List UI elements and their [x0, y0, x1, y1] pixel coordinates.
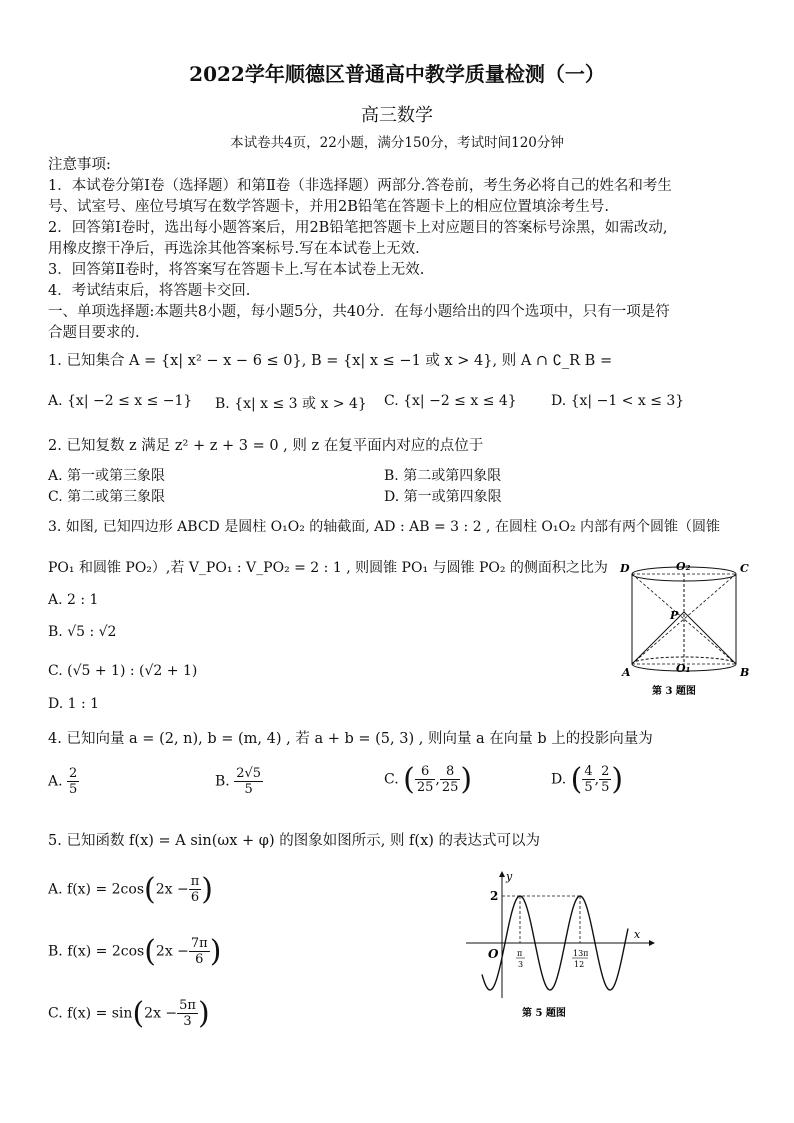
q4-c-label: C. [384, 771, 399, 788]
q4-d-d2: 5 [601, 780, 610, 795]
q5-caption: 第 5 题图 [522, 1008, 566, 1019]
q2-option-d: D. 第一或第四象限 [384, 489, 502, 505]
q3-option-c: C. (√5 + 1) : (√2 + 1) [48, 663, 198, 679]
q3-stem-2: PO₁ 和圆锥 PO₂）,若 V_PO₁ : V_PO₂ = 2 : 1 , 则圆锥 PO₁ 与圆锥 PO₂ 的侧面积之比为 [48, 560, 608, 576]
q4-stem: 4. 已知向量 a = (2, n), b = (m, 4) , 若 a + b = (5, 3) , 则向量 a 在向量 b 上的投影向量为 [48, 731, 653, 747]
exam-subject: 高三数学 [361, 105, 433, 126]
label-p: P [670, 609, 679, 622]
q5-a-pre: A. f(x) = 2cos [48, 881, 145, 898]
q4-option-d: D. ( $\frac{4}{5}$ , $\frac{2}{5}$ ) [551, 762, 624, 797]
origin-label: O [488, 947, 499, 961]
q3-option-b: B. √5 : √2 [48, 624, 117, 640]
notes-heading: 注意事项: [48, 157, 111, 173]
note-2a: 2．回答第Ⅰ卷时，选出每小题答案后，用2B铅笔把答题卡上对应题目的答案标号涂黑，如需改动, [48, 220, 668, 236]
q4-c-frac1 [415, 764, 436, 795]
q3-option-a: A. 2 : 1 [48, 592, 99, 608]
section-line-1: 一、单项选择题:本题共8小题，每小题5分，共40分．在每小题给出的四个选项中，只有一项是符 [48, 304, 670, 320]
q4-c-d1: 25 [416, 780, 434, 795]
q5-a-den: 6 [190, 890, 200, 905]
q4-a-num: 2 [69, 766, 78, 781]
section-line-2: 合题目要求的. [48, 325, 140, 341]
tick1-den: 3 [518, 960, 524, 969]
q4-d-frac1 [582, 764, 594, 795]
q4-b-den: 5 [244, 782, 253, 797]
q5-option-b: B. f(x) = 2cos(2x − $\frac{7\pi}{6}$ ) [48, 934, 222, 969]
y-axis-label: y [506, 870, 513, 883]
note-1a: 1．本试卷分第Ⅰ卷（选择题）和第Ⅱ卷（非选择题）两部分.答卷前，考生务必将自己的姓名和考生 [48, 178, 672, 194]
q5-a-fraction [189, 874, 202, 905]
q2-stem: 2. 已知复数 z 满足 z² + z + 3 = 0 , 则 z 在复平面内对应的点位于 [48, 438, 484, 454]
q5-b-inner: 2x − [155, 943, 189, 960]
max-label: 2 [490, 889, 499, 903]
q1-option-b: B. {x| x ≤ 3 或 x > 4} [215, 396, 367, 412]
q5-a-inner: 2x − [155, 881, 189, 898]
q1-stem: 1. 已知集合 A = {x| x² − x − 6 ≤ 0}, B = {x| x ≤ −1 或 x > 4}, 则 A ∩ ∁_R B = [48, 353, 613, 369]
q1-option-a: A. {x| −2 ≤ x ≤ −1} [48, 393, 193, 409]
q5-b-den: 6 [195, 952, 204, 967]
q5-b-pre: B. f(x) = 2cos [48, 943, 145, 960]
q4-d-n2: 2 [601, 764, 610, 779]
q4-b-fraction [234, 766, 263, 797]
q5-stem: 5. 已知函数 f(x) = A sin(ωx + φ) 的图象如图所示, 则 f(x) 的表达式可以为 [48, 833, 541, 849]
q5-option-c: C. f(x) = sin(2x − $\frac{5\pi}{3}$ ) [48, 996, 210, 1031]
x-axis-label: x [634, 928, 641, 941]
q5-a-num: π [190, 874, 200, 889]
q4-d-n1: 4 [584, 764, 593, 779]
q3-option-d: D. 1 : 1 [48, 696, 100, 712]
tick1-num: π [517, 949, 523, 958]
label-o1: O₁ [676, 662, 691, 675]
q4-c-n1: 6 [415, 764, 436, 780]
q4-b-label: B. [215, 773, 230, 790]
q2-option-b: B. 第二或第四象限 [384, 468, 502, 484]
q5-c-inner: 2x − [144, 1005, 178, 1022]
q4-d-d1: 5 [584, 780, 593, 795]
q5-c-den: 3 [183, 1014, 192, 1029]
note-2b: 用橡皮擦干净后，再选涂其他答案标号.写在本试卷上无效. [48, 241, 420, 257]
q5-c-pre: C. f(x) = sin [48, 1005, 133, 1022]
q4-d-frac2 [599, 764, 611, 795]
note-3: 3．回答第Ⅱ卷时，将答案写在答题卡上.写在本试卷上无效. [48, 262, 425, 278]
q4-b-num: 2√5 [236, 766, 262, 781]
q1-option-d: D. {x| −1 < x ≤ 3} [551, 393, 685, 409]
q4-option-b [215, 766, 263, 797]
exam-info: 本试卷共4页，22小题，满分150分，考试时间120分钟 [230, 135, 564, 151]
q4-a-den: 5 [69, 782, 78, 797]
tick2-den: 12 [574, 960, 585, 969]
q4-d-label: D. [551, 771, 567, 788]
q3-caption: 第 3 题图 [652, 686, 696, 697]
q4-c-d2: 25 [441, 780, 459, 795]
label-a: A [622, 666, 631, 679]
q4-c-n2: 8 [440, 764, 461, 780]
q4-a-fraction [67, 766, 79, 797]
q5-b-fraction [189, 936, 210, 967]
q4-a-label: A. [48, 773, 63, 790]
cone-edge-bp [684, 612, 736, 664]
exam-title: 2022学年顺德区普通高中教学质量检测（一） [189, 62, 605, 86]
q4-c-frac2 [440, 764, 461, 795]
q1-option-c: C. {x| −2 ≤ x ≤ 4} [384, 393, 517, 409]
label-b: B [740, 666, 750, 679]
q3-figure [614, 560, 754, 700]
q5-c-num: 5π [179, 998, 196, 1013]
note-4: 4．考试结束后，将答题卡交回. [48, 283, 251, 299]
q5-c-fraction [177, 998, 198, 1029]
q5-figure [462, 866, 662, 1026]
q2-option-a: A. 第一或第三象限 [48, 468, 166, 484]
q5-b-num: 7π [190, 936, 208, 951]
q5-option-a: A. f(x) = 2cos(2x − $\frac{\pi}{6}$ ) [48, 872, 213, 907]
label-c: C [740, 562, 749, 575]
note-1b: 号、试室号、座位号填写在数学答题卡，并用2B铅笔在答题卡上的相应位置填涂考生号. [48, 199, 609, 215]
label-d: D [620, 562, 630, 575]
q2-option-c: C. 第二或第三象限 [48, 489, 166, 505]
label-o2: O₂ [676, 560, 691, 573]
tick2-num: 13π [573, 949, 589, 958]
q4-option-a [48, 766, 79, 797]
q3-stem-1: 3. 如图, 已知四边形 ABCD 是圆柱 O₁O₂ 的轴截面, AD : AB = 3 : 2 , 在圆柱 O₁O₂ 内部有两个圆锥（圆锥 [48, 519, 721, 535]
q4-option-c: C. ( $\frac{6}{25}$ , $\frac{8}{25}$ ) [384, 762, 473, 797]
